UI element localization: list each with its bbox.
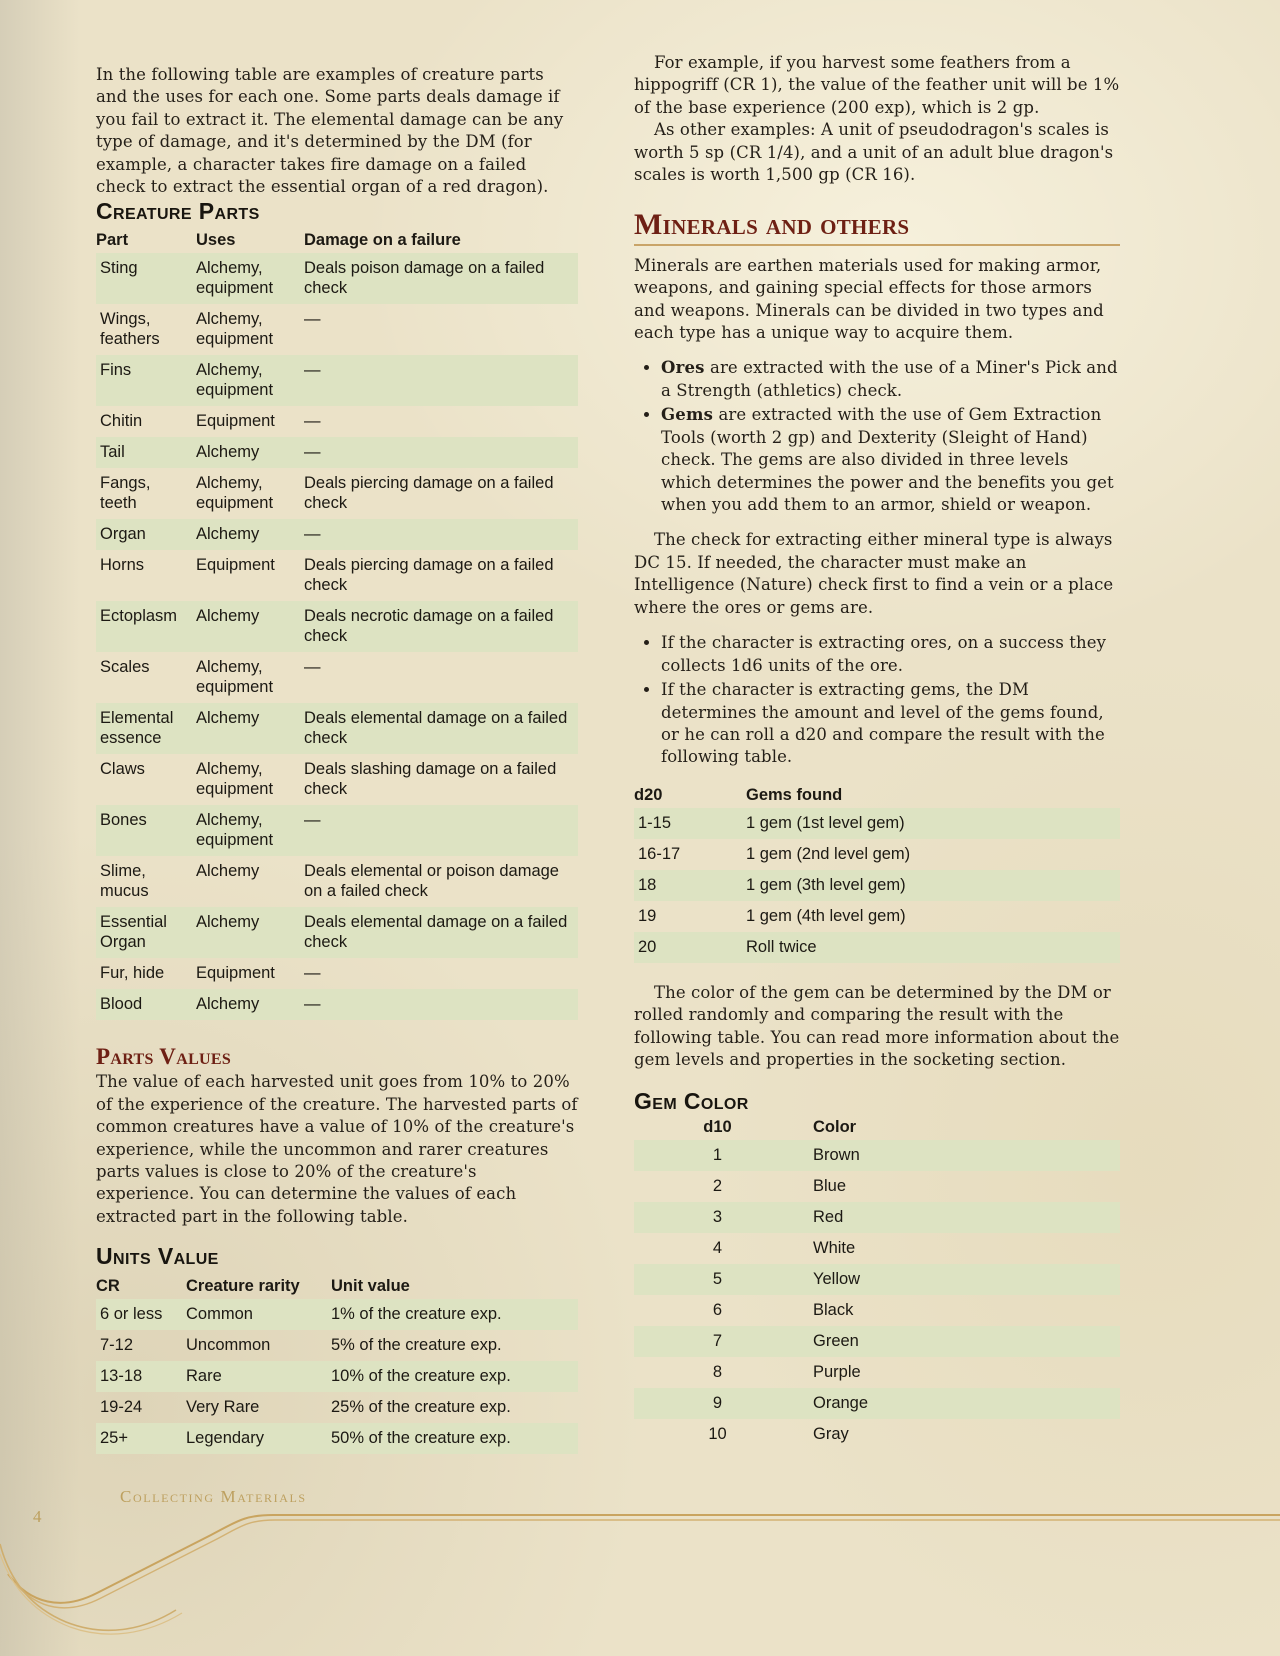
table-row	[634, 808, 1120, 839]
table-cell: 50% of the creature exp.	[331, 1428, 511, 1447]
column-header: CR	[96, 1276, 120, 1295]
gem-color-table	[634, 1114, 1120, 1450]
table-cell: —	[304, 810, 321, 829]
table-cell: 1 gem (3th level gem)	[746, 875, 906, 894]
table-cell: Orange	[813, 1393, 869, 1412]
table-cell: 13-18	[100, 1366, 143, 1385]
table-cell: Equipment	[196, 963, 275, 982]
intro-paragraph: In the following table are examples of creature parts and the uses for each one. Some parts deals damage if you fail to extract it. The elemental damage can be any type of damage, and it's determined by the DM (for example, a character takes fire damage on a failed check to extract the essential organ of a red dragon).	[96, 65, 564, 197]
example-paragraph-2: As other examples: A unit of pseudodragon's scales is worth 5 sp (CR 1/4), and a unit of an adult blue dragon's scales is worth 1,500 gp (CR 16).	[634, 120, 1114, 185]
table-cell: Alchemy	[196, 708, 260, 727]
table-cell: Brown	[813, 1145, 860, 1164]
table-cell: Very Rare	[186, 1397, 260, 1416]
table-cell: Uncommon	[186, 1335, 271, 1354]
minerals-bullet-list	[634, 357, 1120, 516]
table-cell: Blue	[813, 1176, 847, 1195]
table-cell: Alchemy, equipment	[196, 473, 274, 512]
table-cell: Equipment	[196, 555, 275, 574]
table-cell: Ectoplasm	[100, 606, 178, 625]
table-row	[634, 839, 1120, 870]
table-row	[634, 932, 1120, 963]
table-cell: 19-24	[100, 1397, 143, 1416]
table-cell: —	[304, 442, 321, 461]
extraction-bullet-list	[634, 632, 1120, 769]
table-cell: Legendary	[186, 1428, 264, 1447]
table-cell: Deals slashing damage on a failed check	[304, 759, 557, 798]
table-cell: Deals elemental damage on a failed check	[304, 708, 568, 747]
running-footer: Collecting Materials	[120, 1487, 307, 1506]
parts-values-title: Parts Values	[96, 1043, 232, 1069]
table-cell: Scales	[100, 657, 150, 676]
table-cell: 1 gem (2nd level gem)	[746, 844, 911, 863]
gem-color-title: Gem Color	[634, 1087, 749, 1114]
table-cell: Organ	[100, 524, 146, 543]
table-cell: Deals piercing damage on a failed check	[304, 473, 554, 512]
table-row	[634, 1419, 1120, 1450]
parts-values-paragraph: The value of each harvested unit goes from 10% to 20% of the experience of the creature. The harvested parts of common creatures have a value of 10% of the creature's experience, while the uncommon and rarer creatures parts values is close to 20% of the creature's experience. You can determine the values of each extracted part in the following table.	[96, 1072, 578, 1226]
bullet-text: are extracted with the use of a Miner's Pick and a Strength (athletics) check.	[661, 358, 1118, 400]
table-row	[96, 1361, 578, 1392]
table-row	[634, 1233, 1120, 1264]
table-cell: Yellow	[813, 1269, 861, 1288]
table-cell: 1% of the creature exp.	[331, 1304, 502, 1323]
table-cell: Alchemy, equipment	[196, 759, 274, 798]
page-corner-flourish	[0, 1498, 1280, 1656]
table-cell: Fangs, teeth	[100, 473, 151, 512]
table-row	[96, 601, 578, 652]
table-row	[634, 1295, 1120, 1326]
column-header: Unit value	[331, 1276, 410, 1295]
table-cell: Alchemy	[196, 524, 260, 543]
table-row	[96, 253, 578, 304]
table-body	[634, 1140, 1120, 1450]
table-cell: 5% of the creature exp.	[331, 1335, 502, 1354]
table-cell: —	[304, 994, 321, 1013]
table-cell: Alchemy, equipment	[196, 258, 274, 297]
column-header: Gems found	[746, 785, 843, 804]
table-cell: Alchemy	[196, 442, 260, 461]
table-cell: Rare	[186, 1366, 222, 1385]
table-row	[634, 1140, 1120, 1171]
table-cell: 9	[712, 1393, 723, 1412]
table-cell: 4	[712, 1238, 723, 1257]
table-row	[96, 1330, 578, 1361]
units-value-table	[96, 1273, 578, 1454]
column-header: d20	[634, 785, 663, 804]
table-cell: 5	[712, 1269, 723, 1288]
table-body	[96, 253, 578, 1020]
table-row	[96, 550, 578, 601]
table-cell: Chitin	[100, 411, 143, 430]
bullet-lead: Gems	[661, 405, 714, 425]
table-cell: 6 or less	[100, 1304, 163, 1323]
table-cell: Claws	[100, 759, 145, 778]
table-cell: White	[813, 1238, 856, 1257]
table-cell: 2	[712, 1176, 723, 1195]
column-header: Color	[813, 1117, 857, 1136]
table-cell: Black	[813, 1300, 854, 1319]
table-cell: Deals necrotic damage on a failed check	[304, 606, 554, 645]
table-cell: 1	[712, 1145, 723, 1164]
column-header: Uses	[196, 230, 236, 249]
table-cell: Deals elemental damage on a failed check	[304, 912, 568, 951]
column-header: d10	[703, 1117, 732, 1136]
right-column	[634, 52, 1120, 1450]
table-cell: Red	[813, 1207, 844, 1226]
table-cell: Fur, hide	[100, 963, 165, 982]
table-cell: Horns	[100, 555, 145, 574]
table-cell: 10% of the creature exp.	[331, 1366, 511, 1385]
table-row	[96, 519, 578, 550]
table-row	[96, 703, 578, 754]
table-cell: Alchemy	[196, 994, 260, 1013]
table-row	[634, 901, 1120, 932]
table-cell: Gray	[813, 1424, 849, 1443]
table-row	[96, 856, 578, 907]
table-cell: Deals elemental or poison damage on a failed check	[304, 861, 559, 900]
creature-parts-table	[96, 227, 578, 1020]
table-body	[96, 1299, 578, 1454]
table-cell: 7-12	[100, 1335, 134, 1354]
table-cell: Alchemy	[196, 912, 260, 931]
table-row	[96, 754, 578, 805]
table-header-row	[634, 782, 1120, 808]
table-cell: 10	[708, 1424, 727, 1443]
table-cell: Blood	[100, 994, 143, 1013]
table-row	[96, 958, 578, 989]
table-row	[634, 1357, 1120, 1388]
bullet-item	[661, 679, 1120, 769]
table-row	[634, 1264, 1120, 1295]
table-row	[96, 1299, 578, 1330]
table-cell: 20	[638, 937, 657, 956]
table-cell: —	[304, 360, 321, 379]
table-cell: —	[304, 524, 321, 543]
bullet-text: If the character is extracting ores, on a success they collects 1d6 units of the ore.	[661, 633, 1107, 675]
table-cell: Alchemy, equipment	[196, 810, 274, 849]
page-number: 4	[33, 1507, 42, 1526]
table-cell: Roll twice	[746, 937, 817, 956]
table-cell: 8	[712, 1362, 723, 1381]
table-row	[634, 1326, 1120, 1357]
table-cell: Deals poison damage on a failed check	[304, 258, 545, 297]
creature-parts-title: Creature Parts	[96, 197, 260, 224]
example-paragraph-1: For example, if you harvest some feathers from a hippogriff (CR 1), the value of the feather unit will be 1% of the base experience (200 exp), which is 2 gp.	[634, 53, 1120, 117]
table-row	[634, 870, 1120, 901]
table-row	[96, 1392, 578, 1423]
table-cell: Alchemy	[196, 606, 260, 625]
table-cell: Wings, feathers	[100, 309, 160, 348]
table-row	[96, 805, 578, 856]
table-cell: —	[304, 657, 321, 676]
table-cell: —	[304, 309, 321, 328]
bullet-text: If the character is extracting gems, the DM determines the amount and level of the gems found, or he can roll a d20 and compare the result with the following table.	[661, 680, 1105, 767]
table-row	[96, 468, 578, 519]
table-cell: 7	[712, 1331, 723, 1350]
bullet-item	[661, 404, 1120, 516]
table-cell: 18	[638, 875, 657, 894]
table-cell: 19	[638, 906, 657, 925]
table-cell: Alchemy, equipment	[196, 309, 274, 348]
bullet-item	[661, 632, 1120, 677]
table-cell: 25% of the creature exp.	[331, 1397, 511, 1416]
column-header: Part	[96, 230, 129, 249]
table-cell: Common	[186, 1304, 253, 1323]
table-header-row	[96, 227, 578, 253]
bullet-item	[661, 357, 1120, 402]
table-cell: Fins	[100, 360, 132, 379]
table-cell: Elemental essence	[100, 708, 174, 747]
gem-color-paragraph: The color of the gem can be determined by the DM or rolled randomly and comparing the result with the following table. You can read more information about the gem levels and properties in the socketing section.	[634, 982, 1120, 1070]
table-header-row	[96, 1273, 578, 1299]
column-header: Creature rarity	[186, 1276, 300, 1295]
table-cell: Deals piercing damage on a failed check	[304, 555, 554, 594]
table-cell: 16-17	[638, 844, 681, 863]
table-cell: Green	[813, 1331, 859, 1350]
table-cell: 1-15	[638, 813, 672, 832]
minerals-paragraph: Minerals are earthen materials used for making armor, weapons, and gaining special effects for those armors and weapons. Minerals can be divided in two types and each type has a unique way to acquire them.	[634, 255, 1104, 342]
table-body	[634, 808, 1120, 963]
table-cell: 25+	[100, 1428, 128, 1447]
table-cell: —	[304, 411, 321, 430]
table-cell: Essential Organ	[100, 912, 167, 951]
table-cell: Sting	[100, 258, 138, 277]
table-cell: 1 gem (1st level gem)	[746, 813, 905, 832]
table-cell: Alchemy	[196, 861, 260, 880]
table-row	[96, 304, 578, 355]
table-cell: Tail	[100, 442, 125, 461]
table-cell: 1 gem (4th level gem)	[746, 906, 906, 925]
bullet-text: are extracted with the use of Gem Extraction Tools (worth 2 gp) and Dexterity (Sleight of Hand) check. The gems are also divided in three levels which determines the power and the benefits you get when you add them to an armor, shield or weapon.	[661, 405, 1114, 514]
table-row	[96, 652, 578, 703]
table-cell: —	[304, 963, 321, 982]
left-column	[96, 64, 578, 1454]
table-row	[96, 406, 578, 437]
table-row	[96, 355, 578, 406]
units-value-title: Units Value	[96, 1243, 219, 1270]
table-cell: 6	[712, 1300, 723, 1319]
bullet-lead: Ores	[661, 358, 705, 378]
table-cell: Purple	[813, 1362, 861, 1381]
table-row	[96, 1423, 578, 1454]
table-cell: Slime, mucus	[100, 861, 149, 900]
table-cell: Alchemy, equipment	[196, 360, 274, 399]
table-row	[96, 989, 578, 1020]
table-cell: Bones	[100, 810, 147, 829]
dc-paragraph: The check for extracting either mineral type is always DC 15. If needed, the character must make an Intelligence (Nature) check first to find a vein or a place where the ores or gems are.	[634, 530, 1114, 617]
table-row	[96, 907, 578, 958]
gems-found-table	[634, 782, 1120, 963]
table-cell: Alchemy, equipment	[196, 657, 274, 696]
minerals-section-title: Minerals and others	[634, 208, 1120, 246]
table-cell: Equipment	[196, 411, 275, 430]
table-row	[634, 1388, 1120, 1419]
table-row	[634, 1202, 1120, 1233]
column-header: Damage on a failure	[304, 230, 461, 249]
table-header-row	[634, 1114, 1120, 1140]
table-row	[96, 437, 578, 468]
table-cell: 3	[712, 1207, 723, 1226]
table-row	[634, 1171, 1120, 1202]
